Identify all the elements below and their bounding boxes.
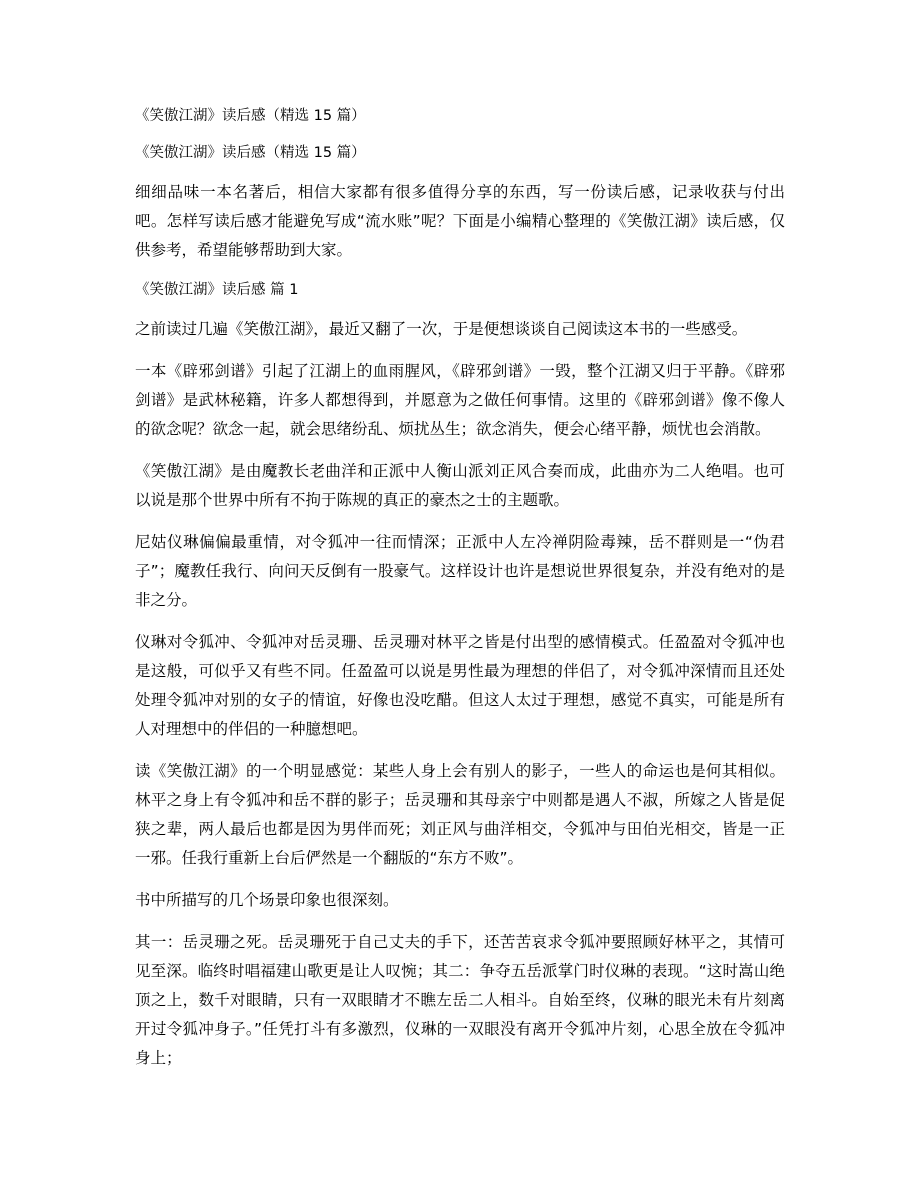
paragraph: 书中所描写的几个场景印象也很深刻。 [135,891,399,909]
intro-paragraph: 细细品味一本名著后，相信大家都有很多值得分享的东西，写一份读后感，记录收获与付出吧。怎样写读后感才能避免写成“流水账”呢？下面是小编精心整理的《笑傲江湖》读后感，仅供参考，希望能够帮助到大家。 [135,183,785,259]
document-page [135,104,785,1086]
paragraph: 其一：岳灵珊之死。岳灵珊死于自己丈夫的手下，还苦苦哀求令狐冲要照顾好林平之，其情可见至深。临终时唱福建山歌更是让人叹惋；其二：争夺五岳派掌门时仪琳的表现。“这时嵩山绝顶之上，数千对眼睛，只有一双眼睛才不瞧左岳二人相斗。自始至终，仪琳的眼光未有片刻离开过令狐冲身子。”任凭打斗有多激烈，仪琳的一双眼没有离开令狐冲片刻，心思全放在令狐冲身上； [135,933,785,1067]
paragraph: 尼姑仪琳偏偏最重情，对令狐冲一往而情深；正派中人左冷禅阴险毒辣，岳不群则是一“伪君子”；魔教任我行、向问天反倒有一股豪气。这样设计也许是想说世界很复杂，并没有绝对的是非之分。 [135,533,785,609]
paragraph: 之前读过几遍《笑傲江湖》，最近又翻了一次，于是便想谈谈自己阅读这本书的一些感受。 [135,320,748,338]
paragraph: 《笑傲江湖》是由魔教长老曲洋和正派中人衡山派刘正风合奏而成，此曲亦为二人绝唱。也可以说是那个世界中所有不拘于陈规的真正的豪杰之士的主题歌。 [135,462,785,509]
section-heading: 《笑傲江湖》读后感 篇 1 [135,282,299,298]
paragraph: 仪琳对令狐冲、令狐冲对岳灵珊、岳灵珊对林平之皆是付出型的感情模式。任盈盈对令狐冲也是这般，可似乎又有些不同。任盈盈可以说是男性最为理想的伴侣了，对令狐冲深情而且还处处理令狐冲对别的女子的情谊，好像也没吃醋。但这人太过于理想，感觉不真实，可能是所有人对理想中的伴侣的一种臆想吧。 [135,633,785,738]
document-title: 《笑傲江湖》读后感（精选 15 篇） [135,108,366,124]
document-subtitle: 《笑傲江湖》读后感（精选 15 篇） [135,145,366,161]
paragraph: 一本《辟邪剑谱》引起了江湖上的血雨腥风，《辟邪剑谱》一毁，整个江湖又归于平静。《辟邪剑谱》是武林秘籍，许多人都想得到，并愿意为之做任何事情。这里的《辟邪剑谱》像不像人的欲念呢？欲念一起，就会思绪纷乱、烦扰丛生；欲念消失，便会心绪平静，烦忧也会消散。 [135,362,785,438]
paragraph: 读《笑傲江湖》的一个明显感觉：某些人身上会有别人的影子，一些人的命运也是何其相似。林平之身上有令狐冲和岳不群的影子；岳灵珊和其母亲宁中则都是遇人不淑，所嫁之人皆是促狭之辈，两人最后也都是因为男伴而死；刘正风与曲洋相交，令狐冲与田伯光相交，皆是一正一邪。任我行重新上台后俨然是一个翻版的“东方不败”。 [135,762,785,867]
